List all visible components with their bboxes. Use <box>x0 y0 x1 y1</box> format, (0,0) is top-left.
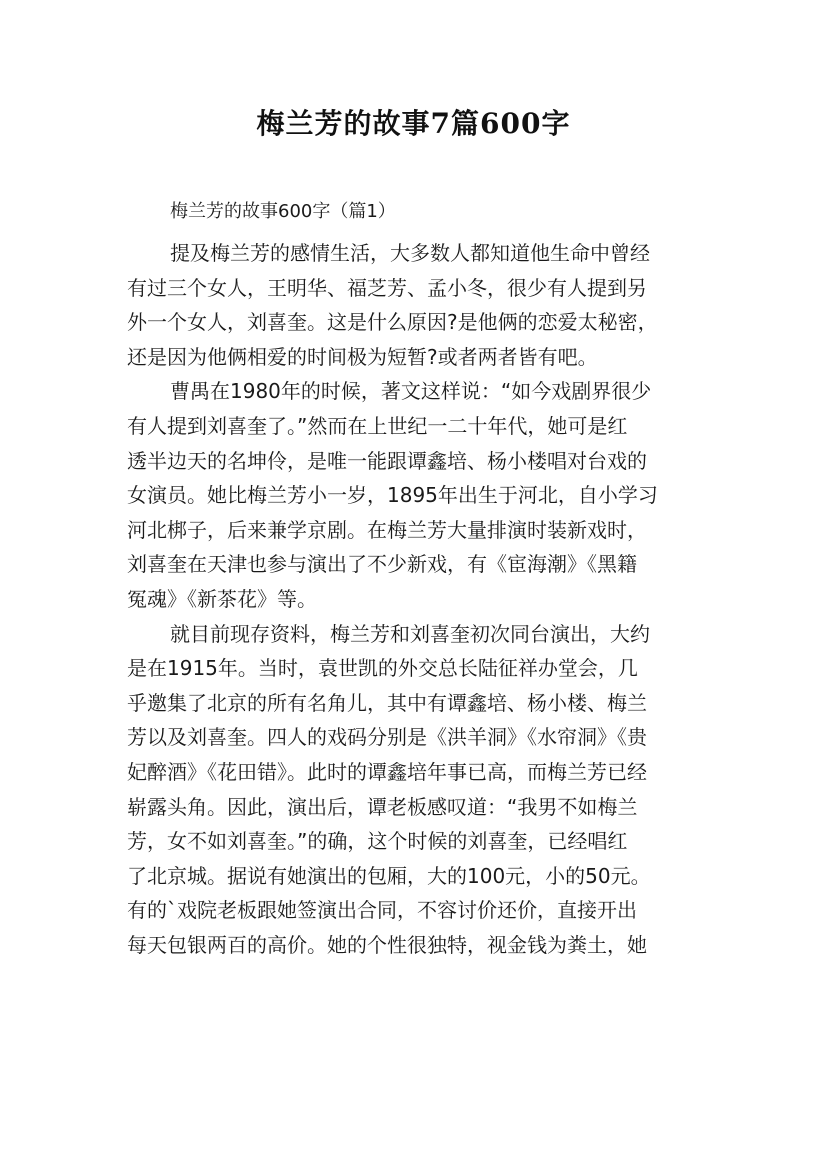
text-line: 是在1915年。当时，袁世凯的外交总长陆征祥办堂会，几 <box>127 656 638 681</box>
text-line: 就目前现存资料，梅兰芳和刘喜奎初次同台演出，大约 <box>170 621 650 646</box>
text-line: 有的`戏院老板跟她签演出合同，不容讨价还价，直接开出 <box>127 898 637 923</box>
text-line: 女演员。她比梅兰芳小一岁，1895年出生于河北，自小学习 <box>127 483 658 508</box>
text-line: 每天包银两百的高价。她的个性很独特，视金钱为粪土，她 <box>127 932 647 957</box>
text-line: 有人提到刘喜奎了。”然而在上世纪一二十年代，她可是红 <box>127 413 628 438</box>
text-line: 外一个女人，刘喜奎。这是什么原因?是他俩的恋爱太秘密， <box>127 310 658 335</box>
text-line: 芳以及刘喜奎。四人的戏码分别是《洪羊洞》《水帘洞》《贵 <box>127 725 647 750</box>
text-line: 崭露头角。因此，演出后，谭老板感叹道：“我男不如梅兰 <box>127 794 638 819</box>
text-line: 透半边天的名坤伶，是唯一能跟谭鑫培、杨小楼唱对台戏的 <box>127 448 647 473</box>
section-heading: 梅兰芳的故事600字（篇1） <box>170 201 396 222</box>
text-line: 提及梅兰芳的感情生活，大多数人都知道他生命中曾经 <box>170 241 650 265</box>
text-line: 还是因为他俩相爱的时间极为短暂?或者两者皆有吧。 <box>127 344 598 369</box>
text-line: 曹禺在1980年的时候，著文这样说：“如今戏剧界很少 <box>170 379 652 404</box>
body-text <box>127 236 727 962</box>
text-line: 了北京城。据说有她演出的包厢，大的100元，小的50元。 <box>127 863 651 888</box>
text-line: 乎邀集了北京的所有名角儿，其中有谭鑫培、杨小楼、梅兰 <box>127 690 647 715</box>
text-line: 妃醉酒》《花田错》。此时的谭鑫培年事已高，而梅兰芳已经 <box>127 759 647 784</box>
document-title: 梅兰芳的故事7篇600字 <box>256 107 571 140</box>
text-line: 河北梆子，后来兼学京剧。在梅兰芳大量排演时装新戏时， <box>127 517 647 542</box>
text-line: 刘喜奎在天津也参与演出了不少新戏，有《宦海潮》《黑籍 <box>127 552 637 577</box>
text-line: 冤魂》《新茶花》等。 <box>127 586 317 611</box>
text-line: 芳，女不如刘喜奎。”的确，这个时候的刘喜奎，已经唱红 <box>127 829 628 854</box>
text-line: 有过三个女人，王明华、福芝芳、孟小冬，很少有人提到另 <box>127 275 647 300</box>
